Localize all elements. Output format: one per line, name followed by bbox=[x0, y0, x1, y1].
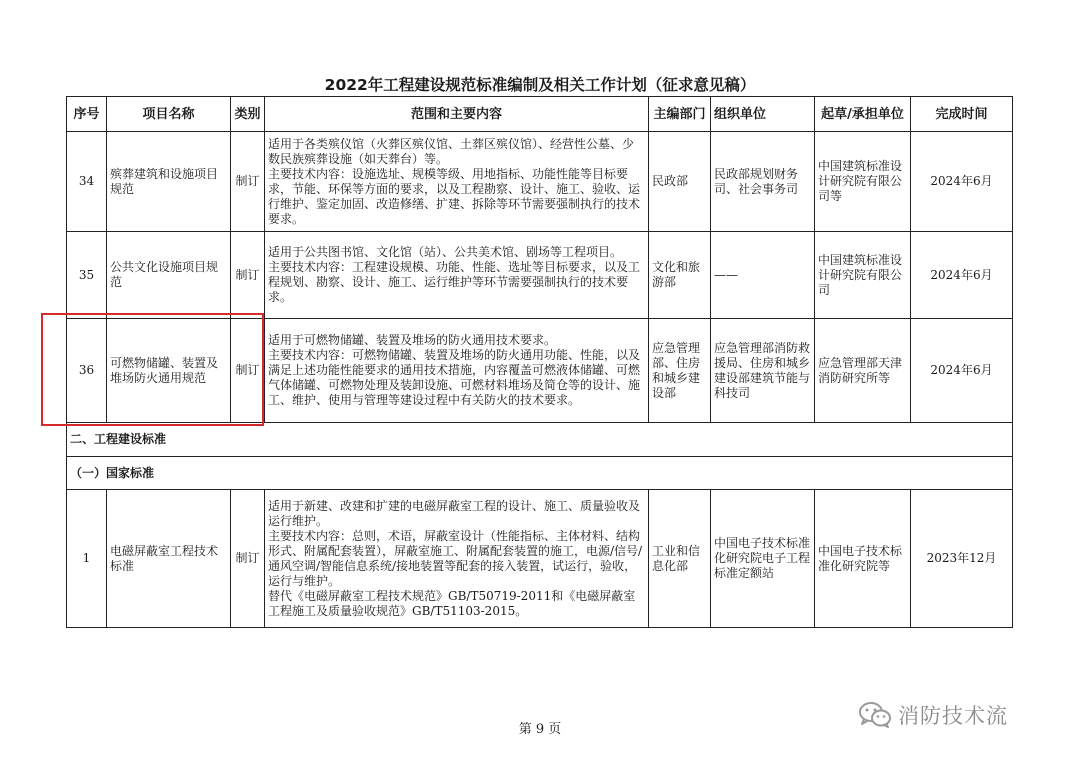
completion-time: 2024年6月 bbox=[911, 232, 1013, 319]
header-cell: 起草/承担单位 bbox=[815, 97, 911, 132]
drafting-unit: 应急管理部天津消防研究所等 bbox=[815, 319, 911, 423]
row-number: 35 bbox=[67, 232, 107, 319]
subsection-heading: （一）国家标准 bbox=[67, 457, 1013, 490]
table-row bbox=[67, 319, 1013, 423]
scope-content: 适用于各类殡仪馆（火葬区殡仪馆、土葬区殡仪馆）、经营性公墓、少数民族殡葬设施（如天葬台）等。 主要技术内容：设施选址、规模等级、用地指标、功能性能等目标要求，节能、环保等方面的要求，以及工程勘察、设计、施工、验收、运行维护、鉴定加固、改造修缮、扩建、拆除等环节需要强制执行的技术要求。 bbox=[265, 132, 649, 232]
header-cell: 范围和主要内容 bbox=[265, 97, 649, 132]
organizing-unit: 中国电子技术标准化研究院电子工程标准定额站 bbox=[711, 490, 815, 628]
table-row bbox=[67, 132, 1013, 232]
organizing-unit: 民政部规划财务司、社会事务司 bbox=[711, 132, 815, 232]
section-heading: 二、工程建设标准 bbox=[67, 423, 1013, 457]
organizing-unit: 应急管理部消防救援局、住房和城乡建设部建筑节能与科技司 bbox=[711, 319, 815, 423]
lead-department: 应急管理部、住房和城乡建设部 bbox=[649, 319, 711, 423]
row-number: 1 bbox=[67, 490, 107, 628]
header-cell: 类别 bbox=[231, 97, 265, 132]
scope-content: 适用于新建、改建和扩建的电磁屏蔽室工程的设计、施工、质量验收及运行维护。 主要技术内容：总则，术语，屏蔽室设计（性能指标、主体材料、结构形式、附属配套装置），屏蔽室施工、附属配套装置的施工，电源/信号/通风空调/智能信息系统/接地装置等配套的接入装置，试运行，验收，运行与维护。 替代《电磁屏蔽室工程技术规范》GB/T50719-2011和《电磁屏蔽室工程施工及质量验收规范》GB/T51103-2015。 bbox=[265, 490, 649, 628]
category: 制订 bbox=[231, 232, 265, 319]
drafting-unit: 中国建筑标准设计研究院有限公司等 bbox=[815, 132, 911, 232]
wechat-icon bbox=[858, 701, 892, 729]
lead-department: 工业和信息化部 bbox=[649, 490, 711, 628]
completion-time: 2024年6月 bbox=[911, 319, 1013, 423]
project-name: 电磁屏蔽室工程技术标准 bbox=[107, 490, 231, 628]
section-row bbox=[67, 423, 1013, 457]
category: 制订 bbox=[231, 132, 265, 232]
table-row bbox=[67, 490, 1013, 628]
lead-department: 文化和旅游部 bbox=[649, 232, 711, 319]
watermark-text: 消防技术流 bbox=[898, 704, 1008, 728]
page-number: 第 9 页 bbox=[518, 722, 562, 737]
header-cell: 项目名称 bbox=[107, 97, 231, 132]
lead-department: 民政部 bbox=[649, 132, 711, 232]
row-number: 36 bbox=[67, 319, 107, 423]
scope-content: 适用于可燃物储罐、装置及堆场的防火通用技术要求。 主要技术内容：可燃物储罐、装置及堆场的防火通用功能、性能，以及满足上述功能性能要求的通用技术措施，内容覆盖可燃液体储罐、可燃气体储罐、可燃物处理及装卸设施、可燃材料堆场及简仓等的设计、施工、维护、使用与管理等建设过程中有关防火的技术要求。 bbox=[265, 319, 649, 423]
header-cell: 完成时间 bbox=[911, 97, 1013, 132]
organizing-unit: —— bbox=[711, 232, 815, 319]
header-cell: 主编部门 bbox=[649, 97, 711, 132]
table-row bbox=[67, 232, 1013, 319]
header-cell: 序号 bbox=[67, 97, 107, 132]
drafting-unit: 中国电子技术标准化研究院等 bbox=[815, 490, 911, 628]
drafting-unit: 中国建筑标准设计研究院有限公司 bbox=[815, 232, 911, 319]
project-name: 可燃物储罐、装置及堆场防火通用规范 bbox=[107, 319, 231, 423]
project-name: 殡葬建筑和设施项目规范 bbox=[107, 132, 231, 232]
completion-time: 2023年12月 bbox=[911, 490, 1013, 628]
scope-content: 适用于公共图书馆、文化馆（站）、公共美术馆、剧场等工程项目。 主要技术内容：工程建设规模、功能、性能、选址等目标要求，以及工程规划、勘察、设计、施工、运行维护等环节需要强制执行的技术要求。 bbox=[265, 232, 649, 319]
category: 制订 bbox=[231, 319, 265, 423]
project-name: 公共文化设施项目规范 bbox=[107, 232, 231, 319]
header-cell: 组织单位 bbox=[711, 97, 815, 132]
table-header-row bbox=[67, 97, 1013, 132]
completion-time: 2024年6月 bbox=[911, 132, 1013, 232]
section-row bbox=[67, 457, 1013, 490]
row-number: 34 bbox=[67, 132, 107, 232]
plan-table bbox=[66, 96, 1013, 628]
watermark bbox=[858, 700, 1008, 730]
document-title: 2022年工程建设规范标准编制及相关工作计划（征求意见稿） bbox=[324, 76, 756, 94]
category: 制订 bbox=[231, 490, 265, 628]
